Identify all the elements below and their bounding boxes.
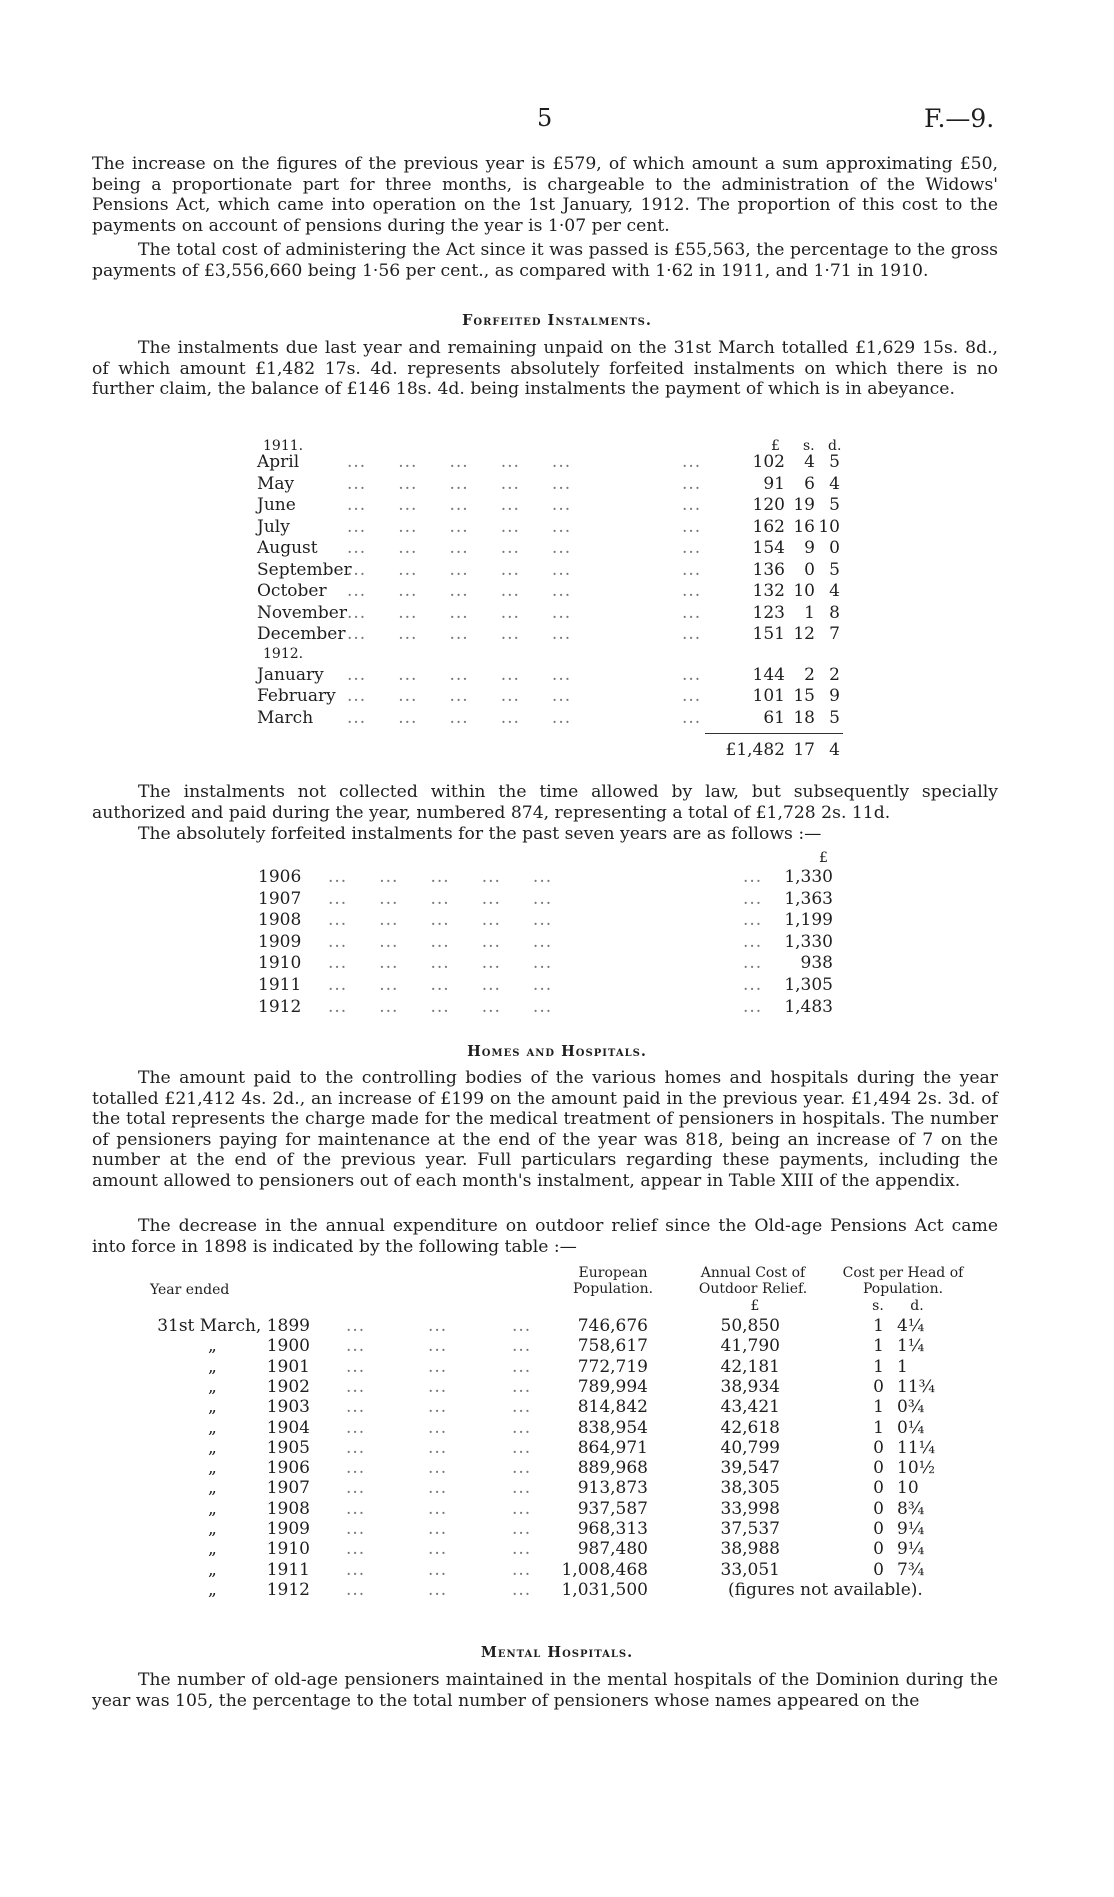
- annual-cost: 37,537: [720, 1519, 780, 1539]
- per-head-shillings: 0: [873, 1376, 884, 1397]
- leader-dots: ...: [743, 953, 763, 974]
- shillings-value: 0: [804, 559, 815, 580]
- leader-dots: ...: [512, 1356, 532, 1377]
- leader-dots: ... ... ... ... ...: [328, 996, 553, 1017]
- year-ended: 1901: [266, 1356, 310, 1377]
- european-population: 772,719: [577, 1356, 648, 1377]
- leader-dots: ...: [512, 1316, 532, 1336]
- european-population: 913,873: [577, 1478, 648, 1499]
- pence-value: 9: [829, 686, 840, 706]
- relief-row: [0, 1518, 1114, 1540]
- shillings-value: 18: [793, 707, 815, 728]
- shillings-value: 1: [804, 602, 815, 623]
- cost-note: (figures not available).: [728, 1579, 923, 1600]
- leader-dots: ...: [682, 686, 702, 706]
- header-annual-cost: Annual Cost of Outdoor Relief.: [698, 1265, 808, 1297]
- pence-value: 10: [818, 516, 840, 537]
- paragraph-mental-hospitals: The number of old-age pensioners maintained in the mental hospitals of the Dominion during the year was 105, the percentage to the total number of pensioners whose names appeared on the: [92, 1670, 998, 1711]
- pence-value: 8: [829, 602, 840, 623]
- year-ended: 1905: [266, 1437, 310, 1458]
- per-head-shillings: 0: [873, 1478, 884, 1499]
- year-ended: 1910: [266, 1539, 310, 1560]
- leader-dots: ...: [346, 1498, 366, 1519]
- leader-dots: ...: [743, 867, 763, 887]
- year-label-1911: 1911.: [263, 438, 304, 454]
- leader-dots: ...: [428, 1498, 448, 1519]
- month-label: April: [257, 452, 300, 472]
- shillings-value: 12: [793, 624, 815, 644]
- shillings-value: 19: [793, 495, 815, 515]
- pounds-value: 102: [752, 452, 785, 472]
- leader-dots: ... ... ... ... ...: [347, 538, 572, 558]
- pence-value: 2: [829, 664, 840, 685]
- relief-row: [0, 1376, 1114, 1398]
- leader-dots: ...: [346, 1478, 366, 1499]
- leader-dots: ...: [682, 664, 702, 685]
- ditto-mark: „: [208, 1417, 217, 1438]
- yearly-row: [258, 931, 858, 953]
- col-pence-header: d.: [828, 438, 842, 454]
- month-label: November: [257, 602, 347, 623]
- leader-dots: ...: [428, 1316, 448, 1336]
- pounds-value: 144: [752, 664, 785, 685]
- page-number: 5: [537, 104, 553, 132]
- leader-dots: ...: [346, 1336, 366, 1357]
- pence-value: 5: [829, 495, 840, 515]
- annual-cost: 39,547: [720, 1458, 780, 1479]
- header-per-head-shillings: s.: [872, 1298, 884, 1314]
- total-pounds: £1,482: [725, 740, 785, 760]
- european-population: 987,480: [577, 1539, 648, 1560]
- leader-dots: ...: [682, 452, 702, 472]
- pounds-value: 101: [752, 686, 785, 706]
- annual-cost: 41,790: [720, 1336, 780, 1357]
- leader-dots: ... ... ... ... ...: [347, 495, 572, 515]
- year-label: 1912: [258, 996, 302, 1017]
- leader-dots: ...: [682, 495, 702, 515]
- forfeited-amount: 1,363: [784, 888, 833, 909]
- leader-dots: ...: [512, 1336, 532, 1357]
- monthly-row: [257, 494, 857, 516]
- page-reference: F.—9.: [924, 104, 995, 133]
- paragraph-homes-payments: The amount paid to the controlling bodies of the various homes and hospitals during the year totalled £21,412 4s. 2d., an increase of £199 on the amount paid in the previous year. £1,494 2s. 3d. of the total represents the charge made for the medical treatment of pensioners in hospitals. The number of pensioners paying for maintenance at the end of the year was 818, being an increase of 7 on the number at the end of the previous year. Full particulars regarding these payments, including the amount allowed to pensioners out of each month's instalment, appear in Table XIII of the appendix.: [92, 1068, 998, 1191]
- relief-row: [0, 1477, 1114, 1499]
- relief-row: [0, 1538, 1114, 1560]
- european-population: 937,587: [577, 1498, 648, 1519]
- header-year-ended: Year ended: [150, 1282, 230, 1298]
- leader-dots: ...: [428, 1458, 448, 1479]
- col-pounds-header: £: [771, 438, 780, 454]
- relief-row: [0, 1315, 1114, 1337]
- pounds-value: 132: [752, 581, 785, 601]
- leader-dots: ...: [743, 910, 763, 931]
- leader-dots: ... ... ... ... ...: [328, 953, 553, 974]
- month-label: May: [257, 473, 295, 494]
- per-head-shillings: 1: [873, 1397, 884, 1418]
- forfeited-amount: 938: [800, 953, 833, 974]
- month-label: January: [257, 664, 324, 685]
- leader-dots: ...: [346, 1519, 366, 1539]
- leader-dots: ...: [512, 1498, 532, 1519]
- month-label: August: [257, 538, 318, 558]
- per-head-pence: 0¾: [897, 1397, 925, 1418]
- leader-dots: ...: [682, 559, 702, 580]
- per-head-pence: 9¼: [897, 1539, 925, 1560]
- year-ended: 1906: [266, 1458, 310, 1479]
- relief-row: [0, 1356, 1114, 1378]
- heading-homes-hospitals: Homes and Hospitals.: [467, 1043, 647, 1060]
- header-european-population: European Population.: [572, 1265, 654, 1297]
- leader-dots: ...: [428, 1376, 448, 1397]
- relief-row: [0, 1457, 1114, 1479]
- pounds-value: 151: [752, 624, 785, 644]
- paragraph-total-cost: The total cost of administering the Act since it was passed is £55,563, the percentage to the gross payments of £3,556,660 being 1·56 per cent., as compared with 1·62 in 1911, and 1·71 in 1910.: [92, 240, 998, 281]
- header-cost-unit: £: [750, 1298, 760, 1314]
- yearly-row: [258, 888, 858, 910]
- leader-dots: ...: [512, 1417, 532, 1438]
- relief-row: [0, 1417, 1114, 1439]
- leader-dots: ...: [512, 1376, 532, 1397]
- european-population: 838,954: [577, 1417, 648, 1438]
- relief-row: [0, 1498, 1114, 1520]
- leader-dots: ...: [512, 1478, 532, 1499]
- leader-dots: ... ... ... ... ...: [347, 664, 572, 685]
- total-shillings: 17: [793, 740, 815, 760]
- yearly-row: [258, 909, 858, 931]
- per-head-shillings: 0: [873, 1519, 884, 1539]
- year-ended: 1911: [266, 1559, 310, 1580]
- per-head-shillings: 1: [873, 1356, 884, 1377]
- european-population: 864,971: [577, 1437, 648, 1458]
- leader-dots: ...: [428, 1559, 448, 1580]
- leader-dots: ... ... ... ... ...: [347, 686, 572, 706]
- year-ended: 1908: [266, 1498, 310, 1519]
- leader-dots: ...: [682, 624, 702, 644]
- leader-dots: ...: [428, 1437, 448, 1458]
- forfeited-amount: 1,199: [784, 910, 833, 931]
- leader-dots: ...: [346, 1417, 366, 1438]
- annual-cost: 38,934: [720, 1376, 780, 1397]
- relief-row: [0, 1335, 1114, 1357]
- per-head-shillings: 1: [873, 1417, 884, 1438]
- pence-value: 4: [829, 581, 840, 601]
- paragraph-cost-increase: The increase on the figures of the previous year is £579, of which amount a sum approximating £50, being a proportionate part for three months, is chargeable to the administration of the Widows' Pensions Act, which came into operation on the 1st January, 1912. The proportion of this cost to the payments on account of pensions during the year is 1·07 per cent.: [92, 154, 998, 236]
- year-label-1912: 1912.: [263, 645, 304, 662]
- leader-dots: ... ... ... ... ...: [328, 888, 553, 909]
- leader-dots: ...: [512, 1559, 532, 1580]
- per-head-pence: 4¼: [897, 1316, 925, 1336]
- shillings-value: 10: [793, 581, 815, 601]
- forfeited-amount: 1,483: [784, 996, 833, 1017]
- month-label: June: [257, 495, 296, 515]
- leader-dots: ...: [346, 1376, 366, 1397]
- relief-row: [0, 1437, 1114, 1459]
- ditto-mark: „: [208, 1539, 217, 1560]
- year-ended: 1907: [266, 1478, 310, 1499]
- per-head-shillings: 0: [873, 1458, 884, 1479]
- annual-cost: 38,305: [720, 1478, 780, 1499]
- paragraph-instalments-due: The instalments due last year and remaining unpaid on the 31st March totalled £1,629 15s. 8d., of which amount £1,482 17s. 4d. represents absolutely forfeited instalments on which there is no further claim, the balance of £146 18s. 4d. being instalments the payment of which is in abeyance.: [92, 338, 998, 399]
- per-head-pence: 11¼: [897, 1437, 936, 1458]
- year-label: 1911: [258, 975, 302, 995]
- leader-dots: ...: [428, 1539, 448, 1560]
- per-head-shillings: 0: [873, 1498, 884, 1519]
- paragraph-not-collected: The instalments not collected within the time allowed by law, but subsequently specially authorized and paid during the year, numbered 874, representing a total of £1,728 2s. 11d.: [92, 782, 998, 823]
- ditto-mark: „: [208, 1498, 217, 1519]
- ditto-mark: „: [208, 1336, 217, 1357]
- leader-dots: ...: [682, 516, 702, 537]
- ditto-mark: „: [208, 1458, 217, 1479]
- yearly-row: [258, 866, 858, 888]
- monthly-row: [257, 602, 857, 624]
- year-ended: 1900: [266, 1336, 310, 1357]
- year-label: 1908: [258, 910, 302, 931]
- leader-dots: ...: [428, 1336, 448, 1357]
- leader-dots: ...: [512, 1458, 532, 1479]
- ditto-mark: „: [208, 1356, 217, 1377]
- ditto-mark: „: [208, 1478, 217, 1499]
- pence-value: 0: [829, 538, 840, 558]
- leader-dots: ...: [428, 1519, 448, 1539]
- ditto-mark: „: [208, 1559, 217, 1580]
- per-head-pence: 7¾: [897, 1559, 925, 1580]
- monthly-row: [257, 473, 857, 495]
- per-head-shillings: 0: [873, 1539, 884, 1560]
- pounds-value: 154: [752, 538, 785, 558]
- annual-cost: 40,799: [720, 1437, 780, 1458]
- monthly-row: [257, 451, 857, 473]
- heading-mental-hospitals: Mental Hospitals.: [480, 1644, 634, 1661]
- ditto-mark: „: [208, 1519, 217, 1539]
- per-head-pence: 8¾: [897, 1498, 925, 1519]
- heading-forfeited-instalments: Forfeited Instalments.: [462, 312, 652, 329]
- header-per-head-pence: d.: [910, 1298, 924, 1314]
- leader-dots: ...: [512, 1579, 532, 1600]
- leader-dots: ...: [682, 602, 702, 623]
- monthly-row: [257, 559, 857, 581]
- forfeited-amount: 1,330: [784, 867, 833, 887]
- leader-dots: ...: [743, 996, 763, 1017]
- pounds-value: 61: [763, 707, 785, 728]
- relief-row: [0, 1396, 1114, 1418]
- monthly-row: [257, 707, 857, 729]
- per-head-pence: 11¾: [897, 1376, 936, 1397]
- leader-dots: ...: [346, 1559, 366, 1580]
- shillings-value: 15: [793, 686, 815, 706]
- pence-value: 5: [829, 452, 840, 472]
- leader-dots: ... ... ... ... ...: [347, 707, 572, 728]
- monthly-row: [257, 685, 857, 707]
- leader-dots: ... ... ... ... ...: [328, 931, 553, 952]
- pence-value: 5: [829, 707, 840, 728]
- per-head-pence: 1¼: [897, 1336, 925, 1357]
- annual-cost: 42,618: [720, 1417, 780, 1438]
- european-population: 814,842: [577, 1397, 648, 1418]
- year-label: 1907: [258, 888, 302, 909]
- leader-dots: ...: [682, 473, 702, 494]
- year-ended: 1903: [266, 1397, 310, 1418]
- per-head-pence: 9¼: [897, 1519, 925, 1539]
- european-population: 1,008,468: [561, 1559, 648, 1580]
- year-ended: 31st March, 1899: [157, 1316, 310, 1336]
- leader-dots: ... ... ... ... ...: [347, 516, 572, 537]
- leader-dots: ...: [512, 1397, 532, 1418]
- monthly-row: [257, 580, 857, 602]
- year-label: 1909: [258, 931, 302, 952]
- annual-cost: 33,051: [720, 1559, 780, 1580]
- european-population: 889,968: [577, 1458, 648, 1479]
- leader-dots: ... ... ... ... ...: [347, 473, 572, 494]
- leader-dots: ...: [428, 1356, 448, 1377]
- annual-cost: 33,998: [720, 1498, 780, 1519]
- leader-dots: ... ... ... ... ...: [328, 867, 553, 887]
- shillings-value: 4: [804, 452, 815, 472]
- annual-cost: 50,850: [720, 1316, 780, 1336]
- year-label: 1906: [258, 867, 302, 887]
- total-rule: [705, 733, 843, 734]
- per-head-pence: 10: [897, 1478, 919, 1499]
- leader-dots: ... ... ... ... ...: [347, 602, 572, 623]
- leader-dots: ... ... ... ... ...: [347, 452, 572, 472]
- per-head-pence: 1: [897, 1356, 908, 1377]
- pounds-value: 91: [763, 473, 785, 494]
- year-label: 1910: [258, 953, 302, 974]
- leader-dots: ... ... ... ... ...: [347, 581, 572, 601]
- leader-dots: ...: [346, 1437, 366, 1458]
- relief-row: [0, 1559, 1114, 1581]
- european-population: 1,031,500: [561, 1579, 648, 1600]
- total-pence: 4: [829, 740, 840, 760]
- year-ended: 1912: [266, 1579, 310, 1600]
- month-label: October: [257, 581, 327, 601]
- yearly-row: [258, 996, 858, 1018]
- leader-dots: ...: [428, 1397, 448, 1418]
- relief-row: [0, 1579, 1114, 1601]
- leader-dots: ... ... ... ... ...: [328, 910, 553, 931]
- leader-dots: ...: [428, 1478, 448, 1499]
- paragraph-seven-years: The absolutely forfeited instalments for the past seven years are as follows :—: [138, 824, 822, 844]
- monthly-row: [257, 623, 857, 645]
- header-cost-per-head: Cost per Head of Population.: [842, 1265, 964, 1297]
- leader-dots: ... ... ... ... ...: [347, 624, 572, 644]
- yearly-row: [258, 974, 858, 996]
- per-head-pence: 10½: [897, 1458, 936, 1479]
- annual-cost: 43,421: [720, 1397, 780, 1418]
- pence-value: 4: [829, 473, 840, 494]
- col-shillings-header: s.: [803, 438, 815, 454]
- leader-dots: ... ... ... ... ...: [347, 559, 572, 580]
- leader-dots: ...: [346, 1458, 366, 1479]
- leader-dots: ... ... ... ... ...: [328, 975, 553, 995]
- yearly-row: [258, 952, 858, 974]
- ditto-mark: „: [208, 1437, 217, 1458]
- pounds-value: 136: [752, 559, 785, 580]
- leader-dots: ...: [512, 1437, 532, 1458]
- per-head-pence: 0¼: [897, 1417, 925, 1438]
- european-population: 968,313: [577, 1519, 648, 1539]
- month-label: July: [257, 516, 290, 537]
- leader-dots: ...: [346, 1397, 366, 1418]
- pence-value: 5: [829, 559, 840, 580]
- leader-dots: ...: [743, 931, 763, 952]
- pence-value: 7: [829, 624, 840, 644]
- leader-dots: ...: [682, 581, 702, 601]
- leader-dots: ...: [512, 1519, 532, 1539]
- per-head-shillings: 1: [873, 1316, 884, 1336]
- per-head-shillings: 1: [873, 1336, 884, 1357]
- european-population: 746,676: [577, 1316, 648, 1336]
- ditto-mark: „: [208, 1397, 217, 1418]
- year-ended: 1904: [266, 1417, 310, 1438]
- yearly-pounds-header: £: [819, 850, 828, 866]
- pounds-value: 120: [752, 495, 785, 515]
- month-label: February: [257, 686, 336, 706]
- forfeited-amount: 1,330: [784, 931, 833, 952]
- month-label: March: [257, 707, 314, 728]
- european-population: 758,617: [577, 1336, 648, 1357]
- monthly-row: [257, 537, 857, 559]
- shillings-value: 2: [804, 664, 815, 685]
- annual-cost: 38,988: [720, 1539, 780, 1560]
- forfeited-amount: 1,305: [784, 975, 833, 995]
- pounds-value: 162: [752, 516, 785, 537]
- monthly-row: [257, 516, 857, 538]
- ditto-mark: „: [208, 1376, 217, 1397]
- leader-dots: ...: [346, 1356, 366, 1377]
- leader-dots: ...: [428, 1579, 448, 1600]
- leader-dots: ...: [682, 538, 702, 558]
- leader-dots: ...: [346, 1316, 366, 1336]
- leader-dots: ...: [682, 707, 702, 728]
- per-head-shillings: 0: [873, 1437, 884, 1458]
- year-ended: 1909: [266, 1519, 310, 1539]
- ditto-mark: „: [208, 1579, 217, 1600]
- shillings-value: 16: [793, 516, 815, 537]
- shillings-value: 9: [804, 538, 815, 558]
- paragraph-outdoor-relief: The decrease in the annual expenditure on outdoor relief since the Old-age Pensions Act came into force in 1898 is indicated by the following table :—: [92, 1216, 998, 1257]
- leader-dots: ...: [512, 1539, 532, 1560]
- year-ended: 1902: [266, 1376, 310, 1397]
- month-label: September: [257, 559, 352, 580]
- shillings-value: 6: [804, 473, 815, 494]
- leader-dots: ...: [346, 1579, 366, 1600]
- leader-dots: ...: [743, 888, 763, 909]
- monthly-row: [257, 664, 857, 686]
- month-label: December: [257, 624, 346, 644]
- per-head-shillings: 0: [873, 1559, 884, 1580]
- monthly-total-row: [257, 739, 857, 761]
- leader-dots: ...: [428, 1417, 448, 1438]
- leader-dots: ...: [743, 975, 763, 995]
- european-population: 789,994: [577, 1376, 648, 1397]
- pounds-value: 123: [752, 602, 785, 623]
- leader-dots: ...: [346, 1539, 366, 1560]
- annual-cost: 42,181: [720, 1356, 780, 1377]
